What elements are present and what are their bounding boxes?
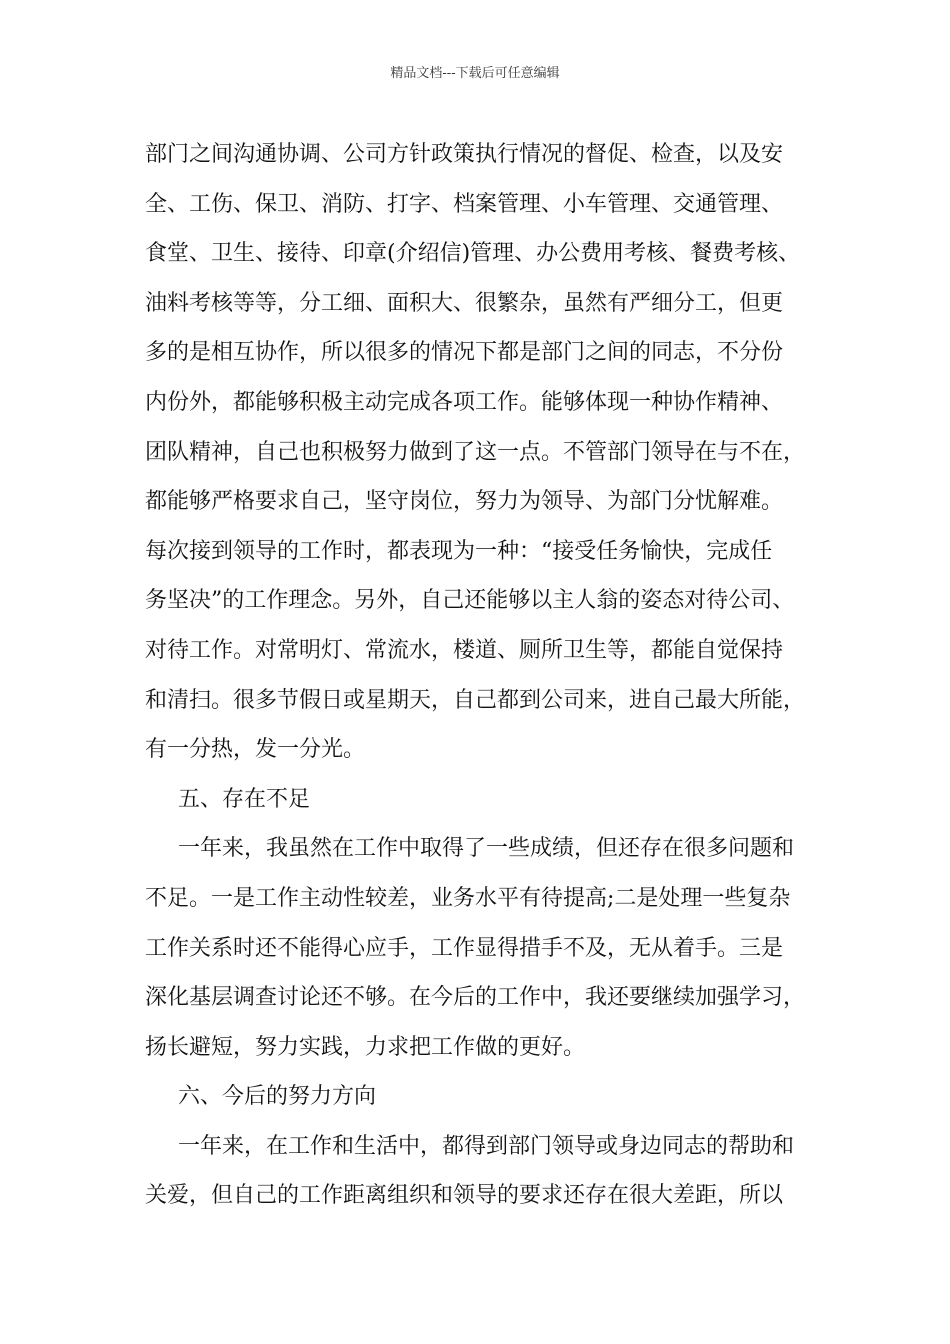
paragraph-first-line: 一年来，在工作和生活中，都得到部门领导或身边同志的帮助和 xyxy=(178,1133,795,1159)
body-line: 团队精神，自己也积极努力做到了这一点。不管部门领导在与不在， xyxy=(145,439,806,465)
body-line: 食堂、卫生、接待、印章(介绍信)管理、办公费用考核、餐费考核、 xyxy=(145,241,801,267)
body-line: 不足。一是工作主动性较差，业务水平有待提高;二是处理一些复杂 xyxy=(145,885,791,911)
page-header: 精品文档---下载后可任意编辑 xyxy=(390,66,560,81)
document-body xyxy=(145,130,825,1221)
body-line: 都能够严格要求自己，坚守岗位，努力为领导、为部门分忧解难。 xyxy=(145,489,784,515)
body-line: 多的是相互协作，所以很多的情况下都是部门之间的同志，不分份 xyxy=(145,340,784,366)
section-heading: 五、存在不足 xyxy=(178,786,311,812)
section-heading: 六、今后的努力方向 xyxy=(178,1084,377,1110)
body-line: 有一分热，发一分光。 xyxy=(145,737,366,763)
body-line: 每次接到领导的工作时，都表现为一种：“接受任务愉快，完成任 xyxy=(145,538,773,564)
body-line: 对待工作。对常明灯、常流水，楼道、厕所卫生等，都能自觉保持 xyxy=(145,637,784,663)
body-line: 和清扫。很多节假日或星期天，自己都到公司来，进自己最大所能， xyxy=(145,687,806,713)
body-line: 关爱，但自己的工作距离组织和领导的要求还存在很大差距，所以 xyxy=(145,1183,784,1209)
body-line: 部门之间沟通协调、公司方针政策执行情况的督促、检查，以及安 xyxy=(145,142,784,167)
paragraph-first-line: 一年来，我虽然在工作中取得了一些成绩，但还存在很多问题和 xyxy=(178,836,795,862)
body-line: 务坚决”的工作理念。另外，自己还能够以主人翁的姿态对待公司、 xyxy=(145,588,795,614)
body-line: 工作关系时还不能得心应手，工作显得措手不及，无从着手。三是 xyxy=(145,935,784,961)
body-line: 内份外，都能够积极主动完成各项工作。能够体现一种协作精神、 xyxy=(145,389,784,415)
body-line: 油料考核等等，分工细、面积大、很繁杂，虽然有严细分工，但更 xyxy=(145,290,784,316)
body-line: 扬长避短，努力实践，力求把工作做的更好。 xyxy=(145,1034,586,1060)
body-line: 深化基层调查讨论还不够。在今后的工作中，我还要继续加强学习， xyxy=(145,985,806,1011)
body-line: 全、工伤、保卫、消防、打字、档案管理、小车管理、交通管理、 xyxy=(145,191,784,217)
